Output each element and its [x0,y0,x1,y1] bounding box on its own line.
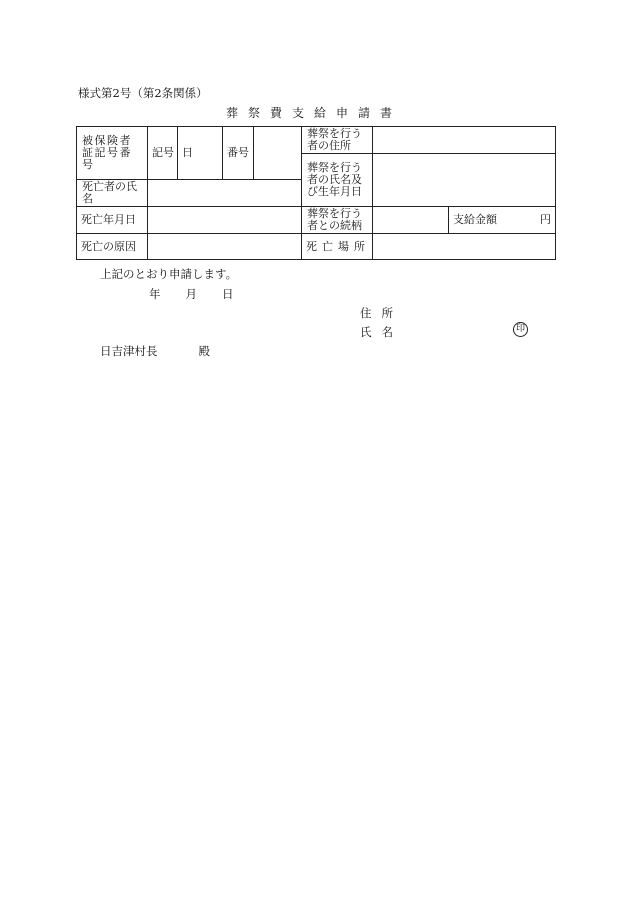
insured-id-label: 被保険者証記号番号 [77,127,148,180]
amount-unit: 円 [540,213,551,226]
application-table [76,126,556,260]
funeral-holder-relation-field[interactable] [373,207,449,234]
deceased-name-label: 死亡者の氏名 [77,180,148,207]
death-cause-field[interactable] [148,234,302,260]
applicant-address-label: 住所 [360,306,403,320]
funeral-holder-relation-label: 葬祭を行う者との続柄 [302,207,373,234]
date-year: 年 [149,287,161,301]
amount-cell[interactable] [449,207,556,234]
death-date-field[interactable] [148,207,302,234]
document-title: 葬祭費支給申請書 [226,106,403,120]
request-statement: 上記のとおり申請します。 [100,267,238,281]
addressee: 日吉津村長 [100,344,158,358]
addressee-line [100,343,210,359]
number-label: 番号 [223,127,254,180]
symbol-label: 記号 [148,127,178,180]
form-number: 様式第2号（第2条関係） [78,86,208,100]
date-month: 月 [185,287,197,301]
deceased-name-field[interactable] [148,180,302,207]
death-date-label: 死亡年月日 [77,207,148,234]
seal-mark: 印 [513,322,528,337]
number-field[interactable] [254,127,302,180]
death-cause-label: 死亡の原因 [77,234,148,260]
applicant-name-label: 氏名 [360,325,403,339]
date-day: 日 [222,287,234,301]
symbol-value[interactable]: 日 [178,127,223,180]
funeral-holder-address-field[interactable] [373,127,556,154]
funeral-holder-address-label: 葬祭を行う者の住所 [302,127,373,154]
death-place-field[interactable] [373,234,556,260]
funeral-holder-name-label: 葬祭を行う者の氏名及び生年月日 [302,154,373,207]
honorific: 殿 [198,344,210,358]
application-date [149,286,234,302]
amount-label: 支給金額 [453,213,497,226]
death-place-label: 死亡場所 [302,234,373,260]
funeral-holder-name-field[interactable] [373,154,556,207]
